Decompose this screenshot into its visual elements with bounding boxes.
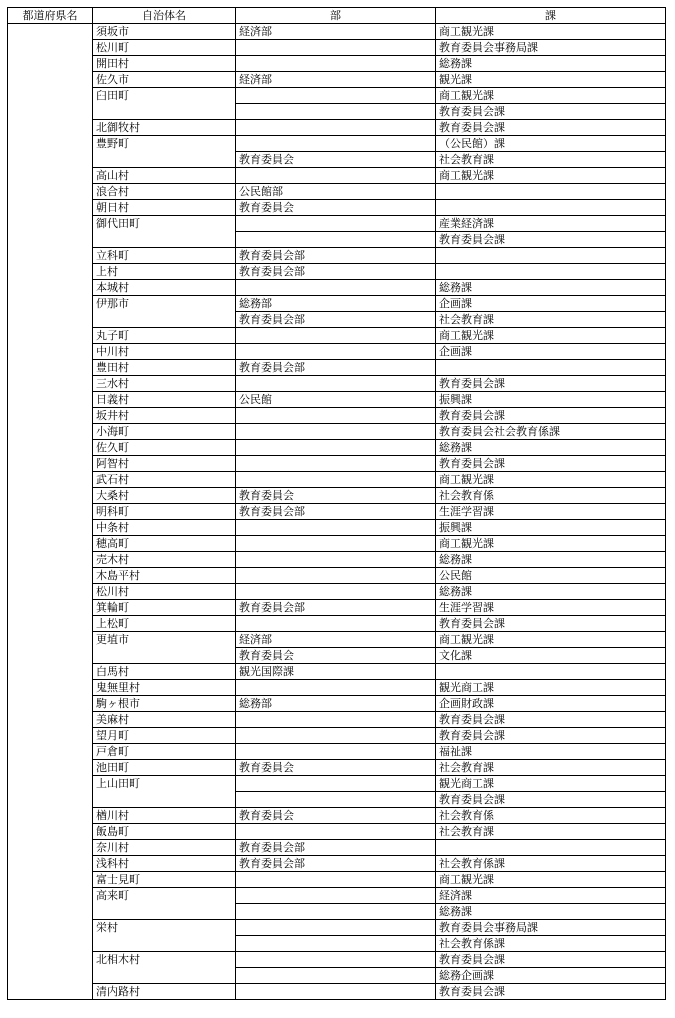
table-row bbox=[8, 40, 666, 56]
section-cell: 教育委員会課 bbox=[436, 952, 666, 968]
municipality-cell: 戸倉町 bbox=[93, 744, 236, 760]
section-cell: 観光課 bbox=[436, 72, 666, 88]
section-cell: 教育委員会課 bbox=[436, 712, 666, 728]
department-cell bbox=[236, 584, 436, 600]
municipality-cell: 佐久市 bbox=[93, 72, 236, 88]
department-cell bbox=[236, 120, 436, 136]
department-cell bbox=[236, 984, 436, 1000]
municipality-cell: 大桑村 bbox=[93, 488, 236, 504]
section-cell: 社会教育課 bbox=[436, 760, 666, 776]
department-cell bbox=[236, 40, 436, 56]
department-cell bbox=[236, 216, 436, 232]
municipality-cell: 本城村 bbox=[93, 280, 236, 296]
section-cell: 商工観光課 bbox=[436, 24, 666, 40]
section-cell bbox=[436, 248, 666, 264]
municipality-cell: 豊野町 bbox=[93, 136, 236, 168]
department-cell: 教育委員会部 bbox=[236, 856, 436, 872]
section-cell bbox=[436, 184, 666, 200]
section-cell: 教育委員会事務局課 bbox=[436, 40, 666, 56]
table-row bbox=[8, 536, 666, 552]
department-cell bbox=[236, 792, 436, 808]
department-cell: 教育委員会 bbox=[236, 808, 436, 824]
section-cell: 総務課 bbox=[436, 440, 666, 456]
table-row bbox=[8, 424, 666, 440]
table-row bbox=[8, 616, 666, 632]
municipality-cell: 北御牧村 bbox=[93, 120, 236, 136]
department-cell bbox=[236, 728, 436, 744]
section-cell: 産業経済課 bbox=[436, 216, 666, 232]
department-cell: 教育委員会部 bbox=[236, 504, 436, 520]
section-cell: 社会教育係 bbox=[436, 488, 666, 504]
municipality-cell: 御代田町 bbox=[93, 216, 236, 248]
table-row bbox=[8, 280, 666, 296]
table-row bbox=[8, 56, 666, 72]
header-section: 課 bbox=[436, 8, 666, 24]
department-cell bbox=[236, 888, 436, 904]
department-cell bbox=[236, 552, 436, 568]
table-row bbox=[8, 392, 666, 408]
table-row bbox=[8, 88, 666, 104]
municipality-cell: 須坂市 bbox=[93, 24, 236, 40]
table-row bbox=[8, 184, 666, 200]
section-cell: 商工観光課 bbox=[436, 536, 666, 552]
table-row bbox=[8, 744, 666, 760]
section-cell: 商工観光課 bbox=[436, 328, 666, 344]
section-cell: 教育委員会課 bbox=[436, 792, 666, 808]
municipality-cell: 立科町 bbox=[93, 248, 236, 264]
table-row bbox=[8, 552, 666, 568]
table-row bbox=[8, 664, 666, 680]
prefecture-cell bbox=[8, 24, 93, 1000]
municipality-cell: 臼田町 bbox=[93, 88, 236, 120]
municipality-cell: 三水村 bbox=[93, 376, 236, 392]
table-row bbox=[8, 984, 666, 1000]
table-row bbox=[8, 488, 666, 504]
table-row bbox=[8, 872, 666, 888]
section-cell: 公民館 bbox=[436, 568, 666, 584]
table-row bbox=[8, 776, 666, 792]
table-row bbox=[8, 504, 666, 520]
table-row bbox=[8, 296, 666, 312]
section-cell: 総務課 bbox=[436, 56, 666, 72]
municipality-cell: 坂井村 bbox=[93, 408, 236, 424]
department-cell: 観光国際課 bbox=[236, 664, 436, 680]
municipality-cell: 丸子町 bbox=[93, 328, 236, 344]
municipality-cell: 伊那市 bbox=[93, 296, 236, 328]
table-row bbox=[8, 888, 666, 904]
section-cell: 社会教育係課 bbox=[436, 856, 666, 872]
department-cell: 教育委員会 bbox=[236, 152, 436, 168]
department-cell bbox=[236, 872, 436, 888]
department-cell: 教育委員会 bbox=[236, 200, 436, 216]
section-cell: 商工観光課 bbox=[436, 472, 666, 488]
table-row bbox=[8, 680, 666, 696]
section-cell: 商工観光課 bbox=[436, 872, 666, 888]
department-cell bbox=[236, 536, 436, 552]
table-row bbox=[8, 600, 666, 616]
department-cell bbox=[236, 920, 436, 936]
table-row bbox=[8, 72, 666, 88]
table-row bbox=[8, 856, 666, 872]
department-cell bbox=[236, 472, 436, 488]
department-cell bbox=[236, 88, 436, 104]
table-row bbox=[8, 952, 666, 968]
table-row bbox=[8, 136, 666, 152]
department-cell: 教育委員会 bbox=[236, 488, 436, 504]
municipality-cell: 上松町 bbox=[93, 616, 236, 632]
table-row bbox=[8, 568, 666, 584]
municipality-cell: 木島平村 bbox=[93, 568, 236, 584]
department-cell bbox=[236, 232, 436, 248]
department-cell bbox=[236, 440, 436, 456]
municipality-cell: 高来町 bbox=[93, 888, 236, 920]
department-cell bbox=[236, 952, 436, 968]
department-cell bbox=[236, 744, 436, 760]
section-cell bbox=[436, 264, 666, 280]
municipality-cell: 中川村 bbox=[93, 344, 236, 360]
department-cell: 公民館部 bbox=[236, 184, 436, 200]
department-cell bbox=[236, 56, 436, 72]
section-cell: 生涯学習課 bbox=[436, 504, 666, 520]
table-row bbox=[8, 712, 666, 728]
department-cell bbox=[236, 712, 436, 728]
table-row bbox=[8, 696, 666, 712]
municipality-cell: 上村 bbox=[93, 264, 236, 280]
section-cell: 福祉課 bbox=[436, 744, 666, 760]
table-row bbox=[8, 520, 666, 536]
table-row bbox=[8, 824, 666, 840]
department-cell: 経済部 bbox=[236, 632, 436, 648]
section-cell: 社会教育課 bbox=[436, 312, 666, 328]
section-cell: 社会教育係課 bbox=[436, 936, 666, 952]
municipality-cell: 浅科村 bbox=[93, 856, 236, 872]
section-cell: 商工観光課 bbox=[436, 88, 666, 104]
municipality-cell: 飯島町 bbox=[93, 824, 236, 840]
section-cell: 観光商工課 bbox=[436, 776, 666, 792]
header-row bbox=[8, 8, 666, 24]
section-cell: 企画課 bbox=[436, 296, 666, 312]
department-cell bbox=[236, 408, 436, 424]
municipality-cell: 楢川村 bbox=[93, 808, 236, 824]
table-row bbox=[8, 120, 666, 136]
section-cell: 総務企画課 bbox=[436, 968, 666, 984]
section-cell: 教育委員会課 bbox=[436, 376, 666, 392]
section-cell: 総務課 bbox=[436, 280, 666, 296]
section-cell: 振興課 bbox=[436, 520, 666, 536]
table-row bbox=[8, 728, 666, 744]
section-cell bbox=[436, 664, 666, 680]
table-row bbox=[8, 632, 666, 648]
department-cell bbox=[236, 456, 436, 472]
section-cell: （公民館）課 bbox=[436, 136, 666, 152]
department-cell: 教育委員会 bbox=[236, 648, 436, 664]
municipality-cell: 更埴市 bbox=[93, 632, 236, 664]
section-cell: 教育委員会課 bbox=[436, 104, 666, 120]
table-row bbox=[8, 376, 666, 392]
department-cell bbox=[236, 616, 436, 632]
department-cell bbox=[236, 344, 436, 360]
department-cell bbox=[236, 104, 436, 120]
municipality-cell: 上山田町 bbox=[93, 776, 236, 808]
section-cell: 教育委員会課 bbox=[436, 616, 666, 632]
table-row bbox=[8, 440, 666, 456]
section-cell bbox=[436, 200, 666, 216]
header-department: 部 bbox=[236, 8, 436, 24]
municipality-cell: 池田町 bbox=[93, 760, 236, 776]
section-cell: 商工観光課 bbox=[436, 632, 666, 648]
department-cell bbox=[236, 776, 436, 792]
municipality-cell: 箕輪町 bbox=[93, 600, 236, 616]
section-cell: 観光商工課 bbox=[436, 680, 666, 696]
section-cell: 社会教育課 bbox=[436, 824, 666, 840]
department-cell: 教育委員会部 bbox=[236, 248, 436, 264]
department-cell: 経済部 bbox=[236, 24, 436, 40]
table-row bbox=[8, 344, 666, 360]
municipality-cell: 浪合村 bbox=[93, 184, 236, 200]
table-row bbox=[8, 200, 666, 216]
table-row bbox=[8, 248, 666, 264]
department-cell bbox=[236, 376, 436, 392]
section-cell: 企画課 bbox=[436, 344, 666, 360]
table-row bbox=[8, 584, 666, 600]
department-cell: 教育委員会部 bbox=[236, 360, 436, 376]
municipality-cell: 北相木村 bbox=[93, 952, 236, 984]
department-cell: 公民館 bbox=[236, 392, 436, 408]
municipality-cell: 駒ヶ根市 bbox=[93, 696, 236, 712]
header-prefecture: 都道府県名 bbox=[8, 8, 93, 24]
table-row bbox=[8, 760, 666, 776]
municipality-cell: 望月町 bbox=[93, 728, 236, 744]
section-cell: 総務課 bbox=[436, 904, 666, 920]
department-cell: 総務部 bbox=[236, 296, 436, 312]
municipality-cell: 朝日村 bbox=[93, 200, 236, 216]
department-cell bbox=[236, 280, 436, 296]
department-cell: 教育委員会 bbox=[236, 760, 436, 776]
section-cell bbox=[436, 360, 666, 376]
section-cell: 教育委員会課 bbox=[436, 120, 666, 136]
section-cell: 総務課 bbox=[436, 584, 666, 600]
municipality-cell: 佐久町 bbox=[93, 440, 236, 456]
table-row bbox=[8, 328, 666, 344]
section-cell bbox=[436, 840, 666, 856]
table-row bbox=[8, 456, 666, 472]
table-row bbox=[8, 360, 666, 376]
municipality-cell: 鬼無里村 bbox=[93, 680, 236, 696]
municipality-cell: 奈川村 bbox=[93, 840, 236, 856]
municipality-cell: 明科町 bbox=[93, 504, 236, 520]
municipality-cell: 美麻村 bbox=[93, 712, 236, 728]
department-cell: 教育委員会部 bbox=[236, 600, 436, 616]
department-cell bbox=[236, 168, 436, 184]
department-cell bbox=[236, 824, 436, 840]
table-row bbox=[8, 472, 666, 488]
department-cell bbox=[236, 680, 436, 696]
municipality-cell: 阿智村 bbox=[93, 456, 236, 472]
department-cell: 教育委員会部 bbox=[236, 312, 436, 328]
section-cell: 教育委員会課 bbox=[436, 232, 666, 248]
municipality-cell: 富士見町 bbox=[93, 872, 236, 888]
municipality-cell: 白馬村 bbox=[93, 664, 236, 680]
table-row bbox=[8, 840, 666, 856]
municipality-cell: 豊田村 bbox=[93, 360, 236, 376]
table-row bbox=[8, 920, 666, 936]
section-cell: 社会教育係 bbox=[436, 808, 666, 824]
municipality-cell: 小海町 bbox=[93, 424, 236, 440]
department-cell bbox=[236, 136, 436, 152]
table-body bbox=[8, 24, 666, 1000]
municipality-cell: 日義村 bbox=[93, 392, 236, 408]
department-cell bbox=[236, 424, 436, 440]
section-cell: 企画財政課 bbox=[436, 696, 666, 712]
table-row bbox=[8, 408, 666, 424]
section-cell: 経済課 bbox=[436, 888, 666, 904]
department-cell bbox=[236, 968, 436, 984]
data-table bbox=[7, 7, 666, 1000]
section-cell: 生涯学習課 bbox=[436, 600, 666, 616]
department-cell: 教育委員会部 bbox=[236, 840, 436, 856]
municipality-cell: 高山村 bbox=[93, 168, 236, 184]
header-municipality: 自治体名 bbox=[93, 8, 236, 24]
section-cell: 総務課 bbox=[436, 552, 666, 568]
section-cell: 社会教育課 bbox=[436, 152, 666, 168]
section-cell: 教育委員会課 bbox=[436, 408, 666, 424]
table-row bbox=[8, 808, 666, 824]
municipality-cell: 松川町 bbox=[93, 40, 236, 56]
table-row bbox=[8, 216, 666, 232]
department-cell bbox=[236, 904, 436, 920]
department-cell: 教育委員会部 bbox=[236, 264, 436, 280]
department-cell: 経済部 bbox=[236, 72, 436, 88]
municipality-cell: 穂高町 bbox=[93, 536, 236, 552]
municipality-cell: 松川村 bbox=[93, 584, 236, 600]
table-row bbox=[8, 264, 666, 280]
section-cell: 教育委員会課 bbox=[436, 984, 666, 1000]
section-cell: 商工観光課 bbox=[436, 168, 666, 184]
department-cell: 総務部 bbox=[236, 696, 436, 712]
section-cell: 教育委員会社会教育係課 bbox=[436, 424, 666, 440]
section-cell: 教育委員会課 bbox=[436, 728, 666, 744]
section-cell: 振興課 bbox=[436, 392, 666, 408]
department-cell bbox=[236, 520, 436, 536]
section-cell: 教育委員会事務局課 bbox=[436, 920, 666, 936]
department-cell bbox=[236, 328, 436, 344]
table-row bbox=[8, 168, 666, 184]
section-cell: 教育委員会課 bbox=[436, 456, 666, 472]
department-cell bbox=[236, 568, 436, 584]
municipality-cell: 武石村 bbox=[93, 472, 236, 488]
section-cell: 文化課 bbox=[436, 648, 666, 664]
municipality-cell: 開田村 bbox=[93, 56, 236, 72]
municipality-cell: 清内路村 bbox=[93, 984, 236, 1000]
municipality-cell: 売木村 bbox=[93, 552, 236, 568]
municipality-cell: 栄村 bbox=[93, 920, 236, 952]
municipality-cell: 中条村 bbox=[93, 520, 236, 536]
table-row bbox=[8, 24, 666, 40]
department-cell bbox=[236, 936, 436, 952]
